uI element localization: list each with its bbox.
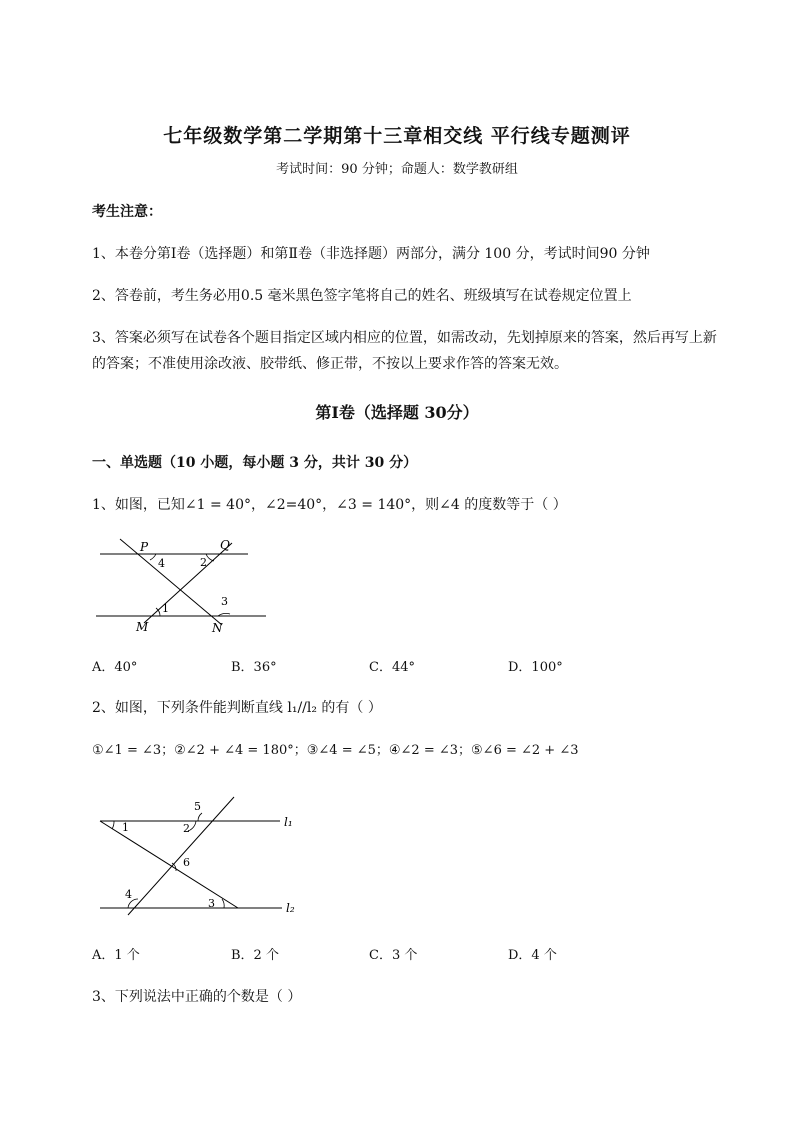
label-angle-2: 2 <box>183 822 190 835</box>
notice-item: 2、答卷前，考生务必用0.5 毫米黑色签字笔将自己的姓名、班级填写在试卷规定位置上 <box>92 288 632 304</box>
question-3-stem: 3、下列说法中正确的个数是（ ） <box>92 989 302 1005</box>
label-angle-5: 5 <box>194 800 201 813</box>
section-title: 第Ⅰ卷（选择题 30分） <box>315 403 479 422</box>
q1-option-a[interactable]: A．40° <box>92 660 138 675</box>
q1-option-c[interactable]: C．44° <box>369 660 415 675</box>
angle-1-arc <box>112 821 114 829</box>
notice-heading: 考生注意： <box>92 204 162 220</box>
label-m: M <box>136 620 149 634</box>
angle-3-arc <box>222 899 224 908</box>
label-l2: l₂ <box>286 901 295 915</box>
label-q: Q <box>220 538 230 552</box>
transversal-a <box>100 821 238 908</box>
page-title: 七年级数学第二学期第十三章相交线 平行线专题测评 <box>163 125 631 147</box>
notice-item: 1、本卷分第Ⅰ卷（选择题）和第Ⅱ卷（非选择题）两部分，满分 100 分，考试时间90 分钟 <box>92 246 650 262</box>
angle-5-arc <box>198 813 202 821</box>
angle-4-arc <box>150 554 156 560</box>
label-angle-6: 6 <box>183 856 190 869</box>
label-angle-3: 3 <box>221 595 228 608</box>
q2-option-a[interactable]: A．1 个 <box>92 948 140 963</box>
label-p: P <box>140 540 149 554</box>
q1-option-b[interactable]: B．36° <box>231 660 277 675</box>
label-angle-4: 4 <box>158 557 165 570</box>
exam-info: 考试时间：90 分钟；命题人：数学教研组 <box>276 162 518 177</box>
label-angle-1: 1 <box>122 821 129 834</box>
question-2-stem: 2、如图，下列条件能判断直线 l₁//l₂ 的有（ ） <box>92 700 382 716</box>
question-2-conditions: ①∠1 = ∠3；②∠2 + ∠4 = 180°；③∠4 = ∠5；④∠2 = ∠3；⑤∠6 = ∠2 + ∠3 <box>92 743 579 758</box>
label-angle-4: 4 <box>125 888 132 901</box>
question-2-figure <box>92 795 312 920</box>
notice-item: 的答案；不准使用涂改液、胶带纸、修正带，不按以上要求作答的答案无效。 <box>92 356 568 372</box>
label-l1: l₁ <box>284 815 293 829</box>
line-mq <box>144 543 232 623</box>
label-angle-2: 2 <box>200 556 207 569</box>
notice-item: 3、答案必须写在试卷各个题目指定区域内相应的位置，如需改动，先划掉原来的答案，然后再写上新 <box>92 330 717 346</box>
q2-option-d[interactable]: D．4 个 <box>508 948 557 963</box>
q2-option-c[interactable]: C．3 个 <box>369 948 418 963</box>
q2-option-b[interactable]: B．2 个 <box>231 948 279 963</box>
label-angle-3: 3 <box>208 897 215 910</box>
line-pn <box>120 539 222 625</box>
label-n: N <box>212 621 223 635</box>
label-angle-1: 1 <box>162 602 169 615</box>
q1-option-d[interactable]: D．100° <box>508 660 563 675</box>
question-1-figure <box>92 535 272 635</box>
question-1-stem: 1、如图，已知∠1 = 40°，∠2=40°，∠3 = 140°，则∠4 的度数等于（ ） <box>92 497 567 513</box>
transversal-b <box>128 797 234 915</box>
part-heading: 一、单选题（10 小题，每小题 3 分，共计 30 分） <box>92 455 418 471</box>
